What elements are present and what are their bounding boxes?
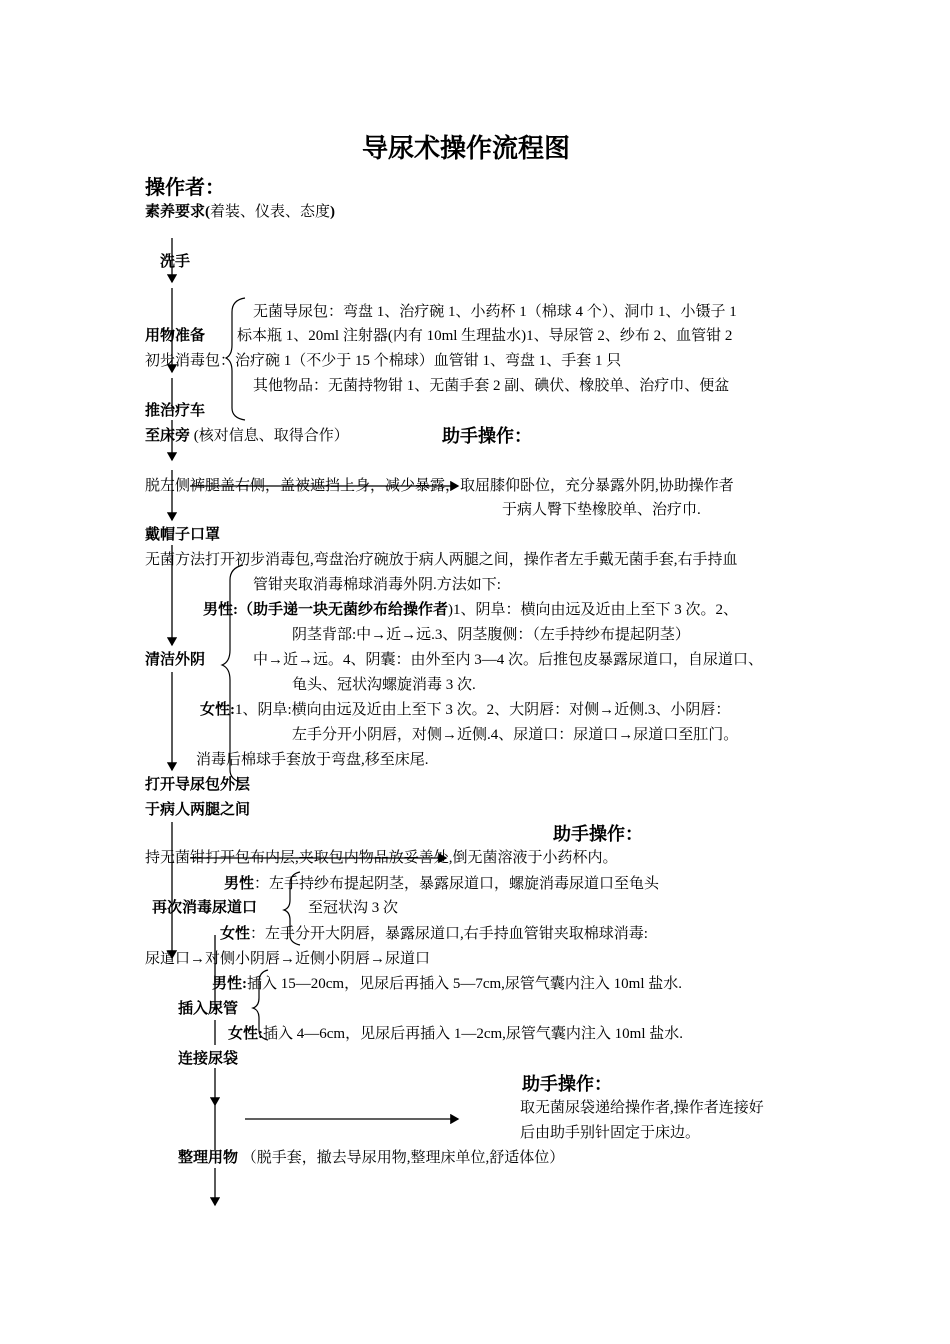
clean-male-line-1 <box>203 601 738 619</box>
clean-male-line-3: 中→近→远。4、阴囊：由外至内 3—4 次。后推包皮暴露尿道口，自尿道口、 <box>253 652 764 668</box>
clean-male-line-4: 龟头、冠状沟螺旋消毒 3 次. <box>292 677 476 693</box>
redisinfect-female-line-1 <box>220 925 648 943</box>
redisinfect-male-text-1: ：左手持纱布提起阴茎，暴露尿道口，螺旋消毒尿道口至龟头 <box>254 876 660 892</box>
clean-female-line-1 <box>200 701 730 719</box>
clean-male-label: 男性: <box>203 602 238 618</box>
insert-male-line <box>212 975 682 993</box>
insert-label: 插入尿管 <box>178 1001 239 1017</box>
bedside-step <box>145 427 349 445</box>
quality-close: ) <box>330 204 336 220</box>
clean-male-text-1: )1、阴阜：横向由远及近由上至下 3 次。2、 <box>448 602 739 618</box>
redisinfect-female-line-2: 尿道口→对侧小阴唇→近侧小阴唇→尿道口 <box>145 951 431 967</box>
clean-female-line-2: 左手分开小阴唇，对侧→近侧.4、尿道口：尿道口→尿道口至肛门。 <box>292 727 739 743</box>
assistant-heading-1: 助手操作： <box>442 426 532 446</box>
clean-intro-2: 管钳夹取消毒棉球消毒外阴.方法如下: <box>253 577 501 593</box>
clean-male-line-2: 阴茎背部:中→近→远.3、阴茎腹侧：（左手持纱布提起阴茎） <box>292 627 690 643</box>
clean-female-text-1: 1、阴阜:横向由远及近由上至下 3 次。2、大阴唇：对侧→近侧.3、小阴唇： <box>235 702 731 718</box>
tidy-label: 整理用物 <box>178 1150 239 1166</box>
position-line-1: 脱左侧裤腿盖右侧，盖被遮挡上身，减少暴露，取屈膝仰卧位，充分暴露外阴,协助操作者 <box>145 478 734 494</box>
inner-layer: 持无菌钳打开包布内层,夹取包内物品放妥善处,倒无菌溶液于小药杯内。 <box>145 850 618 866</box>
clean-after: 消毒后棉球手套放于弯盘,移至床尾. <box>196 752 429 768</box>
assistant-heading-3: 助手操作： <box>522 1074 612 1094</box>
cap-step: 戴帽子口罩 <box>145 527 221 543</box>
operator-heading: 操作者： <box>145 177 225 199</box>
clean-female-label: 女性: <box>200 702 235 718</box>
page-title: 导尿术操作流程图 <box>362 134 571 163</box>
clean-male-assist: （助手递一块无菌纱布给操作者 <box>238 602 449 618</box>
position-line-2: 于病人臀下垫橡胶单、治疗巾. <box>502 502 701 518</box>
prep-line-4: 其他物品：无菌持物钳 1、无菌手套 2 副、碘伏、橡胶单、治疗巾、便盆 <box>253 378 730 394</box>
prep-label: 用物准备 <box>145 328 206 344</box>
redisinfect-label: 再次消毒尿道口 <box>152 900 258 916</box>
tidy-step <box>178 1149 564 1167</box>
assistant-3-line-2: 后由助手别针固定于床边。 <box>520 1125 701 1141</box>
connect-step: 连接尿袋 <box>178 1051 239 1067</box>
redisinfect-male-line-2: 至冠状沟 3 次 <box>308 900 399 916</box>
redisinfect-male-line-1 <box>224 875 659 893</box>
quality-detail: 着装、仪表、态度 <box>210 204 331 220</box>
redisinfect-male-label: 男性 <box>224 876 255 892</box>
bedside-label: 至床旁 <box>145 428 191 444</box>
redisinfect-female-label: 女性 <box>220 926 251 942</box>
assistant-heading-2: 助手操作： <box>553 824 643 844</box>
bedside-detail: (核对信息、取得合作） <box>193 428 349 444</box>
tidy-detail: （脱手套，撤去导尿用物,整理床单位,舒适体位） <box>241 1150 565 1166</box>
prep-line-1: 无菌导尿包：弯盘 1、治疗碗 1、小药杯 1（棉球 4 个）、洞巾 1、小镊子 1 <box>253 304 737 320</box>
quality-step <box>145 203 335 221</box>
clean-intro-1: 无菌方法打开初步消毒包,弯盘治疗碗放于病人两腿之间，操作者左手戴无菌手套,右手持血 <box>145 552 738 568</box>
prep-line-2: 标本瓶 1、20ml 注射器(内有 10ml 生理盐水)1、导尿管 2、纱布 2、血管钳 2 <box>237 328 733 344</box>
wash-step: 洗手 <box>160 254 191 270</box>
open-pack-line-2: 于病人两腿之间 <box>145 802 251 818</box>
insert-male-label: 男性: <box>212 976 247 992</box>
insert-male-text: 插入 15—20cm，见尿后再插入 5—7cm,尿管气囊内注入 10ml 盐水. <box>247 976 682 992</box>
insert-female-label: 女性: <box>228 1026 263 1042</box>
cart-step: 推治疗车 <box>145 403 206 419</box>
clean-label: 清洁外阴 <box>145 652 206 668</box>
insert-female-line <box>228 1025 683 1043</box>
quality-label: 素养要求( <box>145 204 210 220</box>
redisinfect-female-text-1: ：左手分开大阴唇，暴露尿道口,右手持血管钳夹取棉球消毒: <box>250 926 648 942</box>
insert-female-text: 插入 4—6cm，见尿后再插入 1—2cm,尿管气囊内注入 10ml 盐水. <box>263 1026 683 1042</box>
assistant-3-line-1: 取无菌尿袋递给操作者,操作者连接好 <box>520 1100 764 1116</box>
open-pack-line-1: 打开导尿包外层 <box>145 777 251 793</box>
prep-line-3: 初步消毒包：治疗碗 1（不少于 15 个棉球）血管钳 1、弯盘 1、手套 1 只 <box>145 353 622 369</box>
